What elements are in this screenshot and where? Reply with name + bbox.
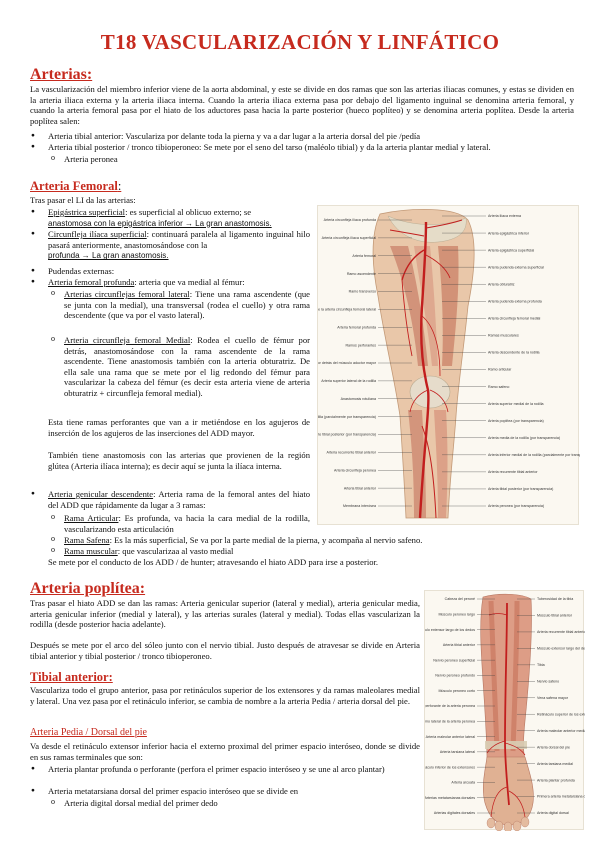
illustration-label: Arteria ilíaca externa (488, 214, 521, 219)
circunfleja-lateral-name: Arterias circunflejas femoral lateral (64, 289, 190, 299)
illustration-label: te tibial posterior (por transparencia) (318, 432, 376, 437)
femoral-conducto: Se mete por el conducto de los ADD / de hunter; atravesando el hiato ADD para irse a posterior. (48, 557, 379, 567)
page-title: T18 VASCULARIZACIÓN Y LINFÁTICO (100, 30, 500, 54)
epigastrica-anastomosis: anastomosa con la epigástrica inferior → La gran anastomosis. (48, 218, 272, 228)
circunfleja-name: Circunfleja ilíaca superficial (48, 229, 147, 239)
illustration-label: Nervio peroneo superficial (433, 658, 475, 663)
femoral-bullet-profunda (48, 277, 310, 288)
profunda-name: Arteria femoral profunda (48, 277, 135, 287)
illustration-label: Arteria dorsal del pie (537, 745, 570, 750)
illustration-label: Músculo extensor largo del de (537, 646, 585, 651)
illustration-label: Ramo transverso (348, 289, 376, 294)
illustration-label: Arteria pudenda externa superficial (488, 265, 544, 270)
genicular-sub-articular (64, 513, 310, 534)
illustration-label: Ramo lateral de la arteria peronea (425, 719, 475, 724)
articular-text: : Es profunda, va hacia la cara medial de la rodilla, vascularizando esta articulación (64, 513, 310, 534)
muscular-name: Rama muscular (64, 546, 118, 556)
illustration-label: Arteria circunfleja peronea (334, 468, 376, 473)
muscular-text: : que vascularizaa al vasto medial (117, 546, 234, 556)
genicular-sub-muscular (64, 546, 464, 557)
femoral-heading-colon: : (117, 179, 122, 193)
section-heading-pedia: Arteria Pedia / Dorsal del pie (30, 727, 147, 738)
anterior-leg-foot-illustration (424, 590, 584, 830)
articular-name: Rama Articular (64, 513, 119, 523)
illustration-label: Arteria arcuata (451, 780, 475, 785)
illustration-label: illa (parcialmente por transparencia) (318, 414, 376, 419)
illustration-label: Ramo articular (488, 367, 512, 372)
illustration-label: áculo inferior de los extensores (425, 765, 475, 770)
section-heading-poplitea: Arteria poplítea: (30, 580, 146, 597)
illustration-label: Arteria epigástrica inferior (488, 231, 529, 236)
illustration-label: Arterias digitales dorsales (433, 811, 475, 816)
arterias-bullet-tibial-posterior: ● Arteria tibial posterior / tronco tibioperoneo: Se mete por el seno del tarso (maléolo tibial) y da la arteria plantar medial y lateral. (48, 142, 574, 153)
illustration-label: Arteria recurrente tibial anterior (326, 450, 376, 455)
femoral-bullet-epigastrica (48, 207, 310, 229)
illustration-label: Arteria circunfleja ilíaca profunda (323, 218, 376, 223)
illustration-label: Arteria femoral (352, 253, 376, 258)
illustration-label: Arteria tibial posterior (por transparencia) (488, 487, 554, 492)
illustration-label: Arteria maleolar anterior medial (537, 728, 585, 733)
illustration-label: Anastomosis rotuliana (340, 396, 376, 401)
illustration-label: or detrás del músculo aductor mayor (318, 361, 376, 366)
safena-text: : Es la más superficial, Se va por la parte medial de la pierna, y acompaña al nervio safeno. (109, 535, 423, 545)
illustration-label: Tuberosidad de la tibia (537, 597, 574, 602)
epigastrica-name: Epigástrica superficial (48, 207, 126, 217)
section-heading-arterias: Arterias: (30, 66, 93, 83)
poplitea-paragraph-1: Tras pasar el hiato ADD se dan las ramas: Arteria genicular superior (lateral y medial), arteria genicular media, arteria genicular inferior (medial y lateral), y las arterias surales (lateral y medial). Todas ellas vascularizan la rodilla (desde posterior hacia adelante). (30, 598, 420, 630)
circunfleja-text: : continuará paralela al ligamento inguinal hilo pasará anteriormente, anastomosándose con la (48, 229, 311, 250)
femoral-bullet-genicular (48, 489, 310, 510)
illustration-label: Arteria poplítea (por transparencia) (488, 418, 544, 423)
circunfleja-lateral-text: : Tiene una rama ascendente (que se junta con la medial), una transversal (rodea el cuello) y otra rama descendente (que va por el vasto lateral). (64, 289, 310, 321)
arterias-sub-peronea: o Arteria peronea (64, 154, 464, 165)
illustration-label: Arteria digital dorsal (537, 811, 569, 816)
illustration-label: Arteria recurrente tibial anterior (537, 630, 585, 635)
illustration-label: Músculo peroneo corto (438, 688, 475, 693)
illustration-label: Primera arteria metatarsiana (537, 794, 583, 799)
profunda-text: : arteria que va medial al fémur: (134, 277, 245, 287)
anterior-leg-drawing (425, 591, 585, 831)
illustration-label: Ramo ascendente (346, 271, 376, 276)
circunfleja-anastomosis: profunda → La gran anastomosis. (48, 251, 169, 261)
circunfleja-medial-text: : Rodea el cuello de fémur por detrás, anastomosándose con la rama ascendente de la rama ascendente. Tiene anastomosis también con la arteria obturatriz. De ella sale una rama que se mete por el lig redondo del fémur para vascularizar la cabeza del fémur (es decir esta arteria viene de arteria obturatriz + circunfleja femoral medial). (64, 335, 310, 398)
pedia-paragraph: Va desde el retináculo extensor inferior hacia el externo proximal del primer espacio interóseo, donde se divide en sus ramas terminales que son: (30, 741, 420, 762)
pedia-bullet-plantar-profunda: ● Arteria plantar profunda o perforante (perfora el primer espacio interóseo y se une al arco plantar) (48, 764, 420, 775)
illustration-label: Arteria superior medial de la rodilla (488, 401, 544, 406)
pedia-sub-digital: o Arteria digital dorsal medial del primer dedo (64, 798, 420, 809)
genicular-name: Arteria genicular descendente (48, 489, 154, 499)
femoral-heading-text: Arteria Femoral (30, 179, 118, 193)
genicular-sub-safena (64, 535, 584, 546)
illustration-label: Tibia (537, 663, 545, 668)
femoral-sub-circunfleja-lateral (64, 289, 310, 321)
illustration-label: Arteria epigástrica superficial (488, 248, 535, 253)
femoral-bullet-pudendas: ● Pudendas externas: (48, 266, 310, 277)
illustration-label: Ramas musculares (488, 333, 519, 338)
illustration-label: Músculo peroneo largo (438, 612, 475, 617)
pedia-bullet-metatarsiana: ● Arteria metatarsiana dorsal del primer espacio interóseo que se divide en (48, 786, 420, 797)
illustration-label: perforante de la arteria peronea (425, 704, 475, 709)
illustration-label: Arteria tibial anterior (343, 486, 376, 491)
illustration-label: Arteria femoral profunda (337, 325, 376, 330)
femoral-artery-illustration (317, 205, 579, 525)
safena-name: Rama Safena (64, 535, 110, 545)
circunfleja-medial-name: Arteria circunfleja femoral Medial (64, 335, 191, 345)
tibial-anterior-paragraph: Vasculariza todo el grupo anterior, pasa por retináculos superior de los extensores y da ramas maleolares medial y lateral. Una vez pasa por el retináculo inferior, se cambia de nombre a la arteria Pedia / arteria dorsal del pie. (30, 685, 420, 706)
femoral-perforantes: Esta tiene ramas perforantes que van a ir metiéndose en los agujeros de inserción de los agujeros de las inserciones del ADD mayor. (48, 417, 310, 438)
illustration-label: Arteria maleolar anterior lateral (425, 734, 475, 739)
epigastrica-text: : es superficial al oblicuo externo; se (125, 207, 252, 217)
femoral-glutea: También tiene anastomosis con las arterias que provienen de la región glútea (Arteria ilíaca interna); es decir aquí se junta la ilíaca interna. (48, 450, 310, 471)
illustration-label: ulo extensor largo de los dedos (425, 627, 475, 632)
illustration-label: Vena safena mayor (537, 695, 568, 700)
arterias-intro: La vascularización del miembro inferior viene de la aorta abdominal, y este se divide en dos ramas que son las arterias iliacas comunes, y estas se dividen en la arteria iliaca externa y la arteria iliaca interna. Cuando la arteria iliaca externa pasa por debajo del ligamento inguinal se denomina arteria femoral, y cuando la arteria femoral pasa por el hiato de los aductores pasa hacia la parte posterior (hueco poplíteo) y se denomina arteria poplítea. Desde la arteria poplítea salen: (30, 84, 574, 126)
illustration-label: Arteria superior lateral de la rodilla (321, 379, 376, 384)
section-heading-femoral (30, 179, 121, 194)
illustration-label: Arteria circunfleja ilíaca superficial (321, 236, 376, 241)
illustration-label: Retináculo superior de los ex (537, 712, 584, 717)
illustration-label: Arteria obturatriz (488, 282, 515, 287)
illustration-label: Arteria tarsiana medial (537, 761, 573, 766)
illustration-label: Arteria plantar profunda (537, 778, 575, 783)
illustration-label: Arteria pudenda externa profunda (488, 299, 542, 304)
femoral-illustration-drawing (318, 206, 580, 526)
illustration-label: Músculo tibial anterior (537, 613, 572, 618)
femoral-sub-circunfleja-medial (64, 335, 310, 399)
illustration-label: Nervio peroneo profundo (435, 673, 475, 678)
illustration-label: Arteria media de la rodilla (por transparencia) (488, 435, 561, 440)
illustration-label: Arteria peronea (por transparencia) (488, 504, 545, 509)
illustration-label: Nervio safeno (537, 679, 560, 684)
illustration-label: Arterias metatarsianas dorsales (425, 795, 475, 800)
illustration-label: Arteria recurrente tibial anterior (488, 470, 538, 475)
genicular-text: : Arteria rama de la femoral antes del hiato del ADD que rápidamente da lugar a 3 ramas: (48, 489, 310, 510)
illustration-label: Cabeza del peroné (444, 597, 475, 602)
section-heading-tibial-anterior: Tibial anterior: (30, 670, 113, 684)
illustration-label: Membrana interósea (343, 504, 376, 509)
illustration-label: Arteria tibial anterior (442, 643, 475, 648)
illustration-label: Arteria tarsiana lateral (439, 750, 475, 755)
arterias-bullet-tibial-anterior: ● Arteria tibial anterior: Vasculariza por delante toda la pierna y va a dar lugar a la arteria dorsal del pie /pedía (48, 131, 574, 142)
illustration-label: Arteria descendente de la rodilla (488, 350, 540, 355)
femoral-intro: Tras pasar el LI da las arterias: (30, 195, 136, 205)
illustration-label: Ramo safeno (488, 384, 510, 389)
illustration-label: Arteria inferior medial de la rodilla (parcialmente por trans (488, 453, 580, 458)
illustration-label: e la arteria circunfleja femoral lateral (318, 307, 376, 312)
femoral-bullet-circunfleja (48, 229, 310, 262)
poplitea-paragraph-2: Después se mete por el arco del sóleo junto con el nervio tibial. Justo después de atravesar se divide en Arteria tibial anterior y tibial posterior / tronco tibioperoneo. (30, 640, 420, 661)
illustration-label: Ramos perforantes (345, 343, 376, 348)
illustration-label: Arteria circunfleja femoral medial (488, 316, 541, 321)
